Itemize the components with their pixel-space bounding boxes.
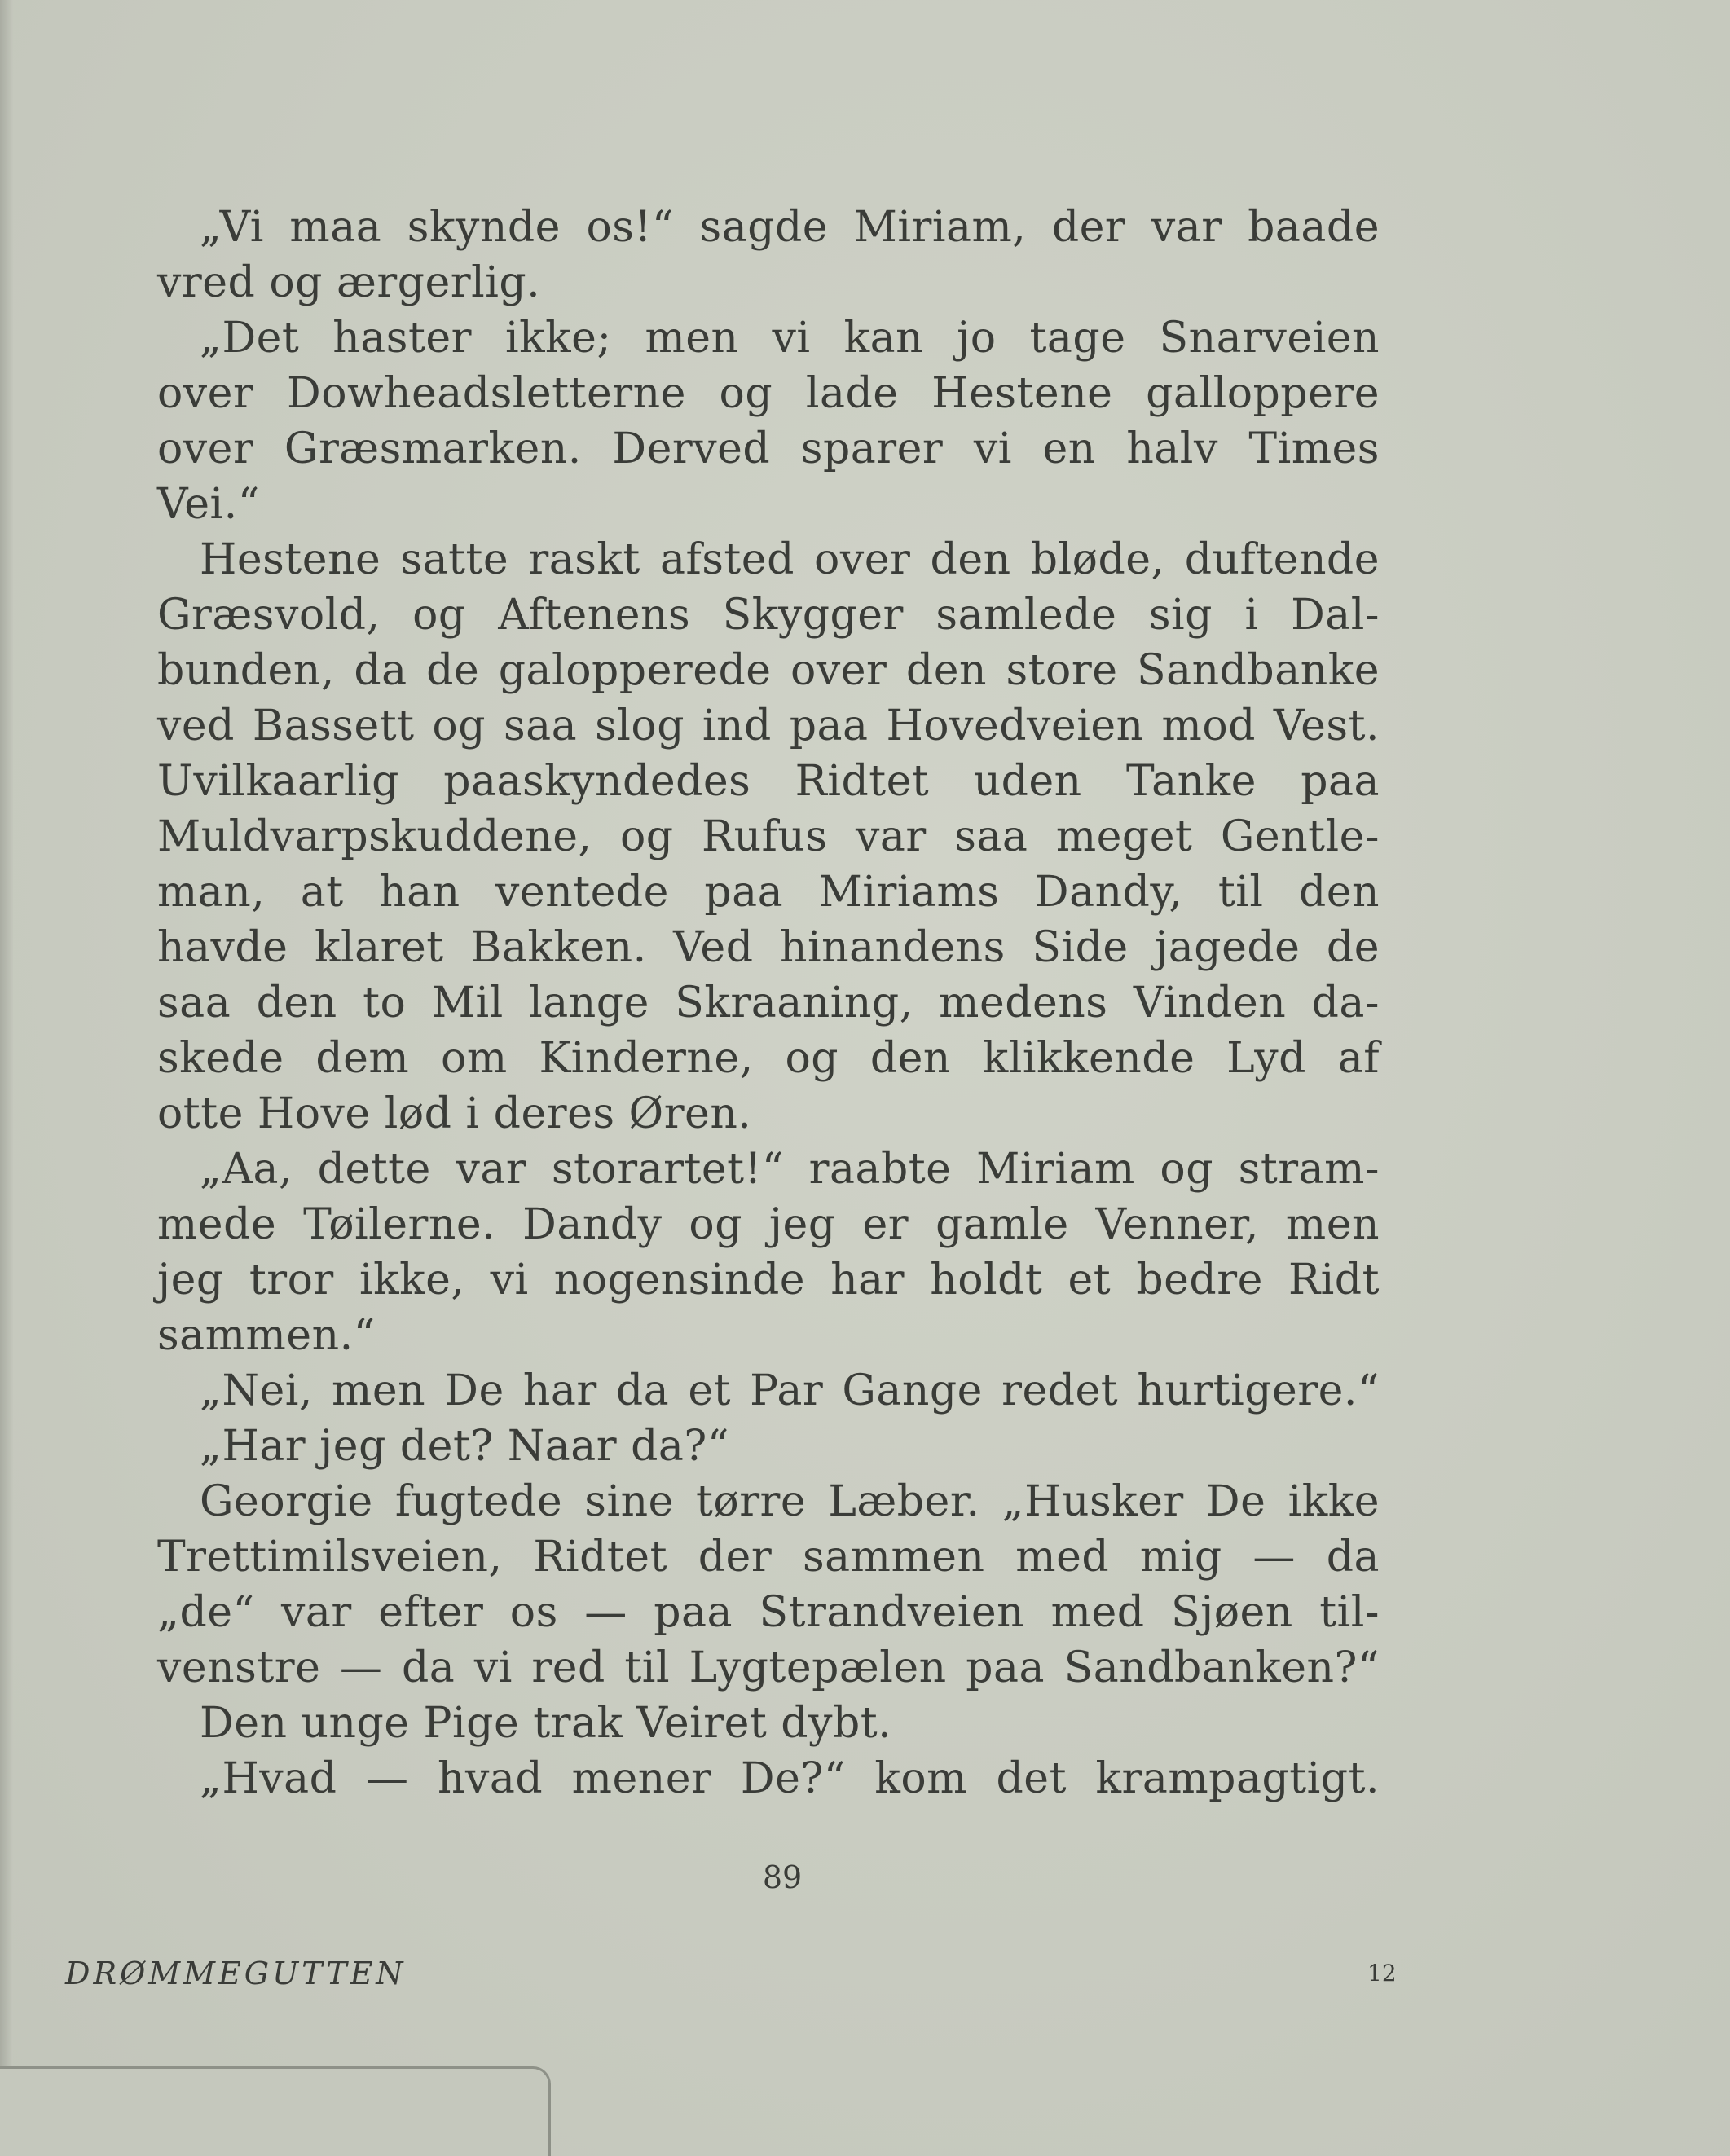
text-line: over Dowheadsletterne og lade Hestene galloppere: [157, 369, 1380, 418]
text-line: Muldvarpskuddene, og Rufus var saa meget Gentle-: [157, 812, 1380, 861]
signature-title: DRØMMEGUTTEN: [65, 1956, 407, 1991]
signature-number: 12: [1367, 1960, 1397, 1987]
text-line: ved Bassett og saa slog ind paa Hovedveien mod Vest.: [157, 702, 1380, 750]
page-number: 89: [762, 1859, 803, 1895]
text-line: „Hvad — hvad mener De?“ kom det krampagtigt.: [200, 1754, 1380, 1803]
text-line: Græsvold, og Aftenens Skygger samlede sig i Dal-: [157, 591, 1380, 640]
text-line: jeg tror ikke, vi nogensinde har holdt et bedre Ridt: [157, 1256, 1380, 1305]
text-line: „Har jeg det? Naar da?“: [200, 1422, 729, 1471]
text-line: man, at han ventede paa Miriams Dandy, til den: [157, 868, 1380, 917]
text-line: vred og ærgerlig.: [157, 258, 541, 307]
text-line: „de“ var efter os — paa Strandveien med Sjøen til-: [157, 1588, 1380, 1637]
page-tab: [0, 2066, 551, 2156]
text-line: havde klaret Bakken. Ved hinandens Side jagede de: [157, 923, 1380, 972]
text-line: otte Hove lød i deres Øren.: [157, 1089, 752, 1138]
text-line: „Det haster ikke; men vi kan jo tage Snarveien: [200, 314, 1380, 363]
body-text: [157, 200, 1380, 1806]
text-line: venstre — da vi red til Lygtepælen paa Sandbanken?“: [157, 1643, 1380, 1692]
binding-edge: [0, 0, 13, 2156]
text-line: „Vi maa skynde os!“ sagde Miriam, der var baade: [200, 203, 1380, 252]
text-line: Vei.“: [157, 480, 260, 529]
text-line: Uvilkaarlig paaskyndedes Ridtet uden Tanke paa: [157, 757, 1380, 806]
text-line: Den unge Pige trak Veiret dybt.: [200, 1699, 892, 1748]
text-line: sammen.“: [157, 1311, 376, 1360]
text-line: over Græsmarken. Derved sparer vi en halv Times: [157, 425, 1380, 473]
text-line: saa den to Mil lange Skraaning, medens Vinden da-: [157, 979, 1380, 1027]
text-line: Trettimilsveien, Ridtet der sammen med mig — da: [157, 1533, 1380, 1582]
text-line: bunden, da de galopperede over den store Sandbanke: [157, 646, 1380, 695]
text-line: mede Tøilerne. Dandy og jeg er gamle Venner, men: [157, 1200, 1380, 1249]
text-line: skede dem om Kinderne, og den klikkende Lyd af: [157, 1034, 1380, 1083]
text-line: „Aa, dette var storartet!“ raabte Miriam og stram-: [200, 1145, 1380, 1194]
text-line: Hestene satte raskt afsted over den bløde, duftende: [200, 535, 1380, 584]
text-line: „Nei, men De har da et Par Gange redet hurtigere.“: [200, 1366, 1380, 1415]
text-line: Georgie fugtede sine tørre Læber. „Husker De ikke: [200, 1477, 1380, 1526]
